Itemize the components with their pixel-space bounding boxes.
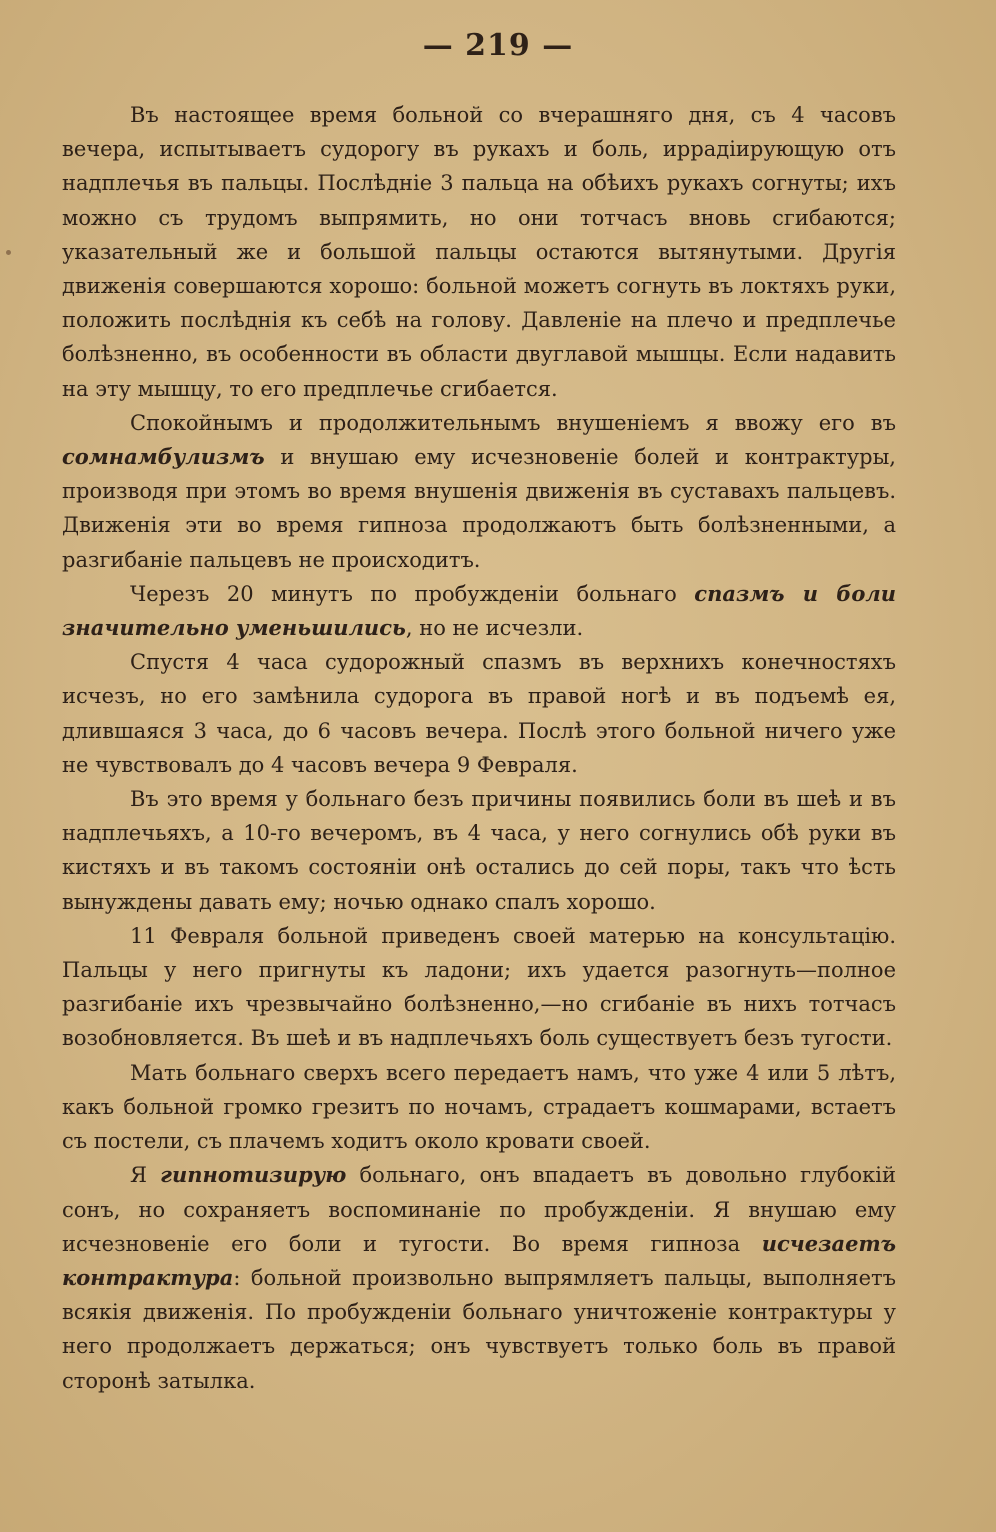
text-run: Черезъ 20 минутъ по пробужденiи больнаго [130, 581, 695, 606]
paragraph [62, 406, 896, 577]
paragraph [62, 577, 896, 645]
italic-term: сомнамбулизмъ [62, 444, 265, 470]
text-run: Я [130, 1163, 161, 1188]
text-run: Мать больнаго сверхъ всего передаетъ намъ, что уже 4 или 5 лѣтъ, какъ больной громко грезитъ по ночамъ, страдаетъ кошмарами, встаетъ съ постели, съ плачемъ ходитъ около кровати своей. [62, 1060, 896, 1154]
page-number: — 219 — [422, 28, 574, 63]
text-run: , но не исчезли. [405, 616, 584, 641]
paragraph [62, 782, 896, 919]
italic-term: исчезаетъ контрактура [62, 1230, 896, 1290]
paragraph [62, 1056, 896, 1159]
margin-spot [6, 250, 11, 255]
text-run: Въ настоящее время больной со вчерашняго дня, съ 4 часовъ вечера, испытываетъ судорогу въ рукахъ и боль, иррадiирующую отъ надплечья въ пальцы. Послѣднiе 3 пальца на обѣихъ рукахъ согнуты; ихъ можно съ трудомъ выпрямить, но они тотчасъ вновь сгибаются; указательный же и большой пальцы остаются вытянутыми. Другiя движенiя совершаются хорошо: больной можетъ согнуть въ локтяхъ руки, положить послѣднiя къ себѣ на голову. Давленiе на плечо и предплечье болѣзненно, въ особенности въ области двуглавой мышцы. Если надавить на эту мышцу, то его предплечье сгибается. [62, 103, 896, 401]
text-run: Въ это время у больнаго безъ причины появились боли въ шеѣ и въ надплечьяхъ, а 10-го вечеромъ, въ 4 часа, у него согнулись обѣ руки въ кистяхъ и въ такомъ состоянiи онѣ остались до сей поры, такъ что ѣсть вынуждены давать ему; ночью однако спалъ хорошо. [62, 787, 896, 914]
text-run: больнаго, онъ впадаетъ въ довольно глубокiй сонъ, но сохраняетъ воспоминанiе по пробужденiи. Я внушаю ему исчезновенiе его боли и тугости. Во время гипноза [62, 1163, 896, 1256]
paragraph [62, 98, 896, 406]
text-run: Спустя 4 часа судорожный спазмъ въ верхнихъ конечностяхъ исчезъ, но его замѣнила судорога въ правой ногѣ и въ подъемѣ ея, длившаяся 3 часа, до 6 часовъ вечера. Послѣ этого больной ничего уже не чувствовалъ до 4 часовъ вечера 9 Февраля. [62, 650, 896, 777]
paragraph [62, 919, 896, 1056]
paragraph [62, 1158, 896, 1397]
paragraph [62, 645, 896, 782]
text-run: : больной произвольно выпрямляетъ пальцы, выполняетъ всякiя движенiя. По пробужденiи больнаго уничтоженiе контрактуры у него продолжаетъ держаться; онъ чувствуетъ только боль въ правой сторонѣ затылка. [62, 1265, 896, 1393]
body-text [62, 98, 896, 1398]
italic-term: гипнотизирую [160, 1162, 347, 1188]
text-run: 11 Февраля больной приведенъ своей матерью на консультацiю. Пальцы у него пригнуты къ ладони; ихъ удается разогнуть—полное разгибанiе ихъ чрезвычайно болѣзненно,—но сгибанiе въ нихъ тотчасъ возобновляется. Въ шеѣ и въ надплечьяхъ боль существуетъ безъ тугости. [62, 923, 896, 1051]
italic-term: спазмъ и боли значительно уменьшились [62, 580, 897, 641]
text-run: и внушаю ему исчезновенiе болей и контрактуры, производя при этомъ во время внушенiя движенiя въ суставахъ пальцевъ. Движенiя эти во время гипноза продолжаютъ быть болѣзненными, а разгибанiе пальцевъ не происходитъ. [62, 445, 896, 572]
text-run: Спокойнымъ и продолжительнымъ внушенiемъ я ввожу его въ [130, 410, 896, 435]
